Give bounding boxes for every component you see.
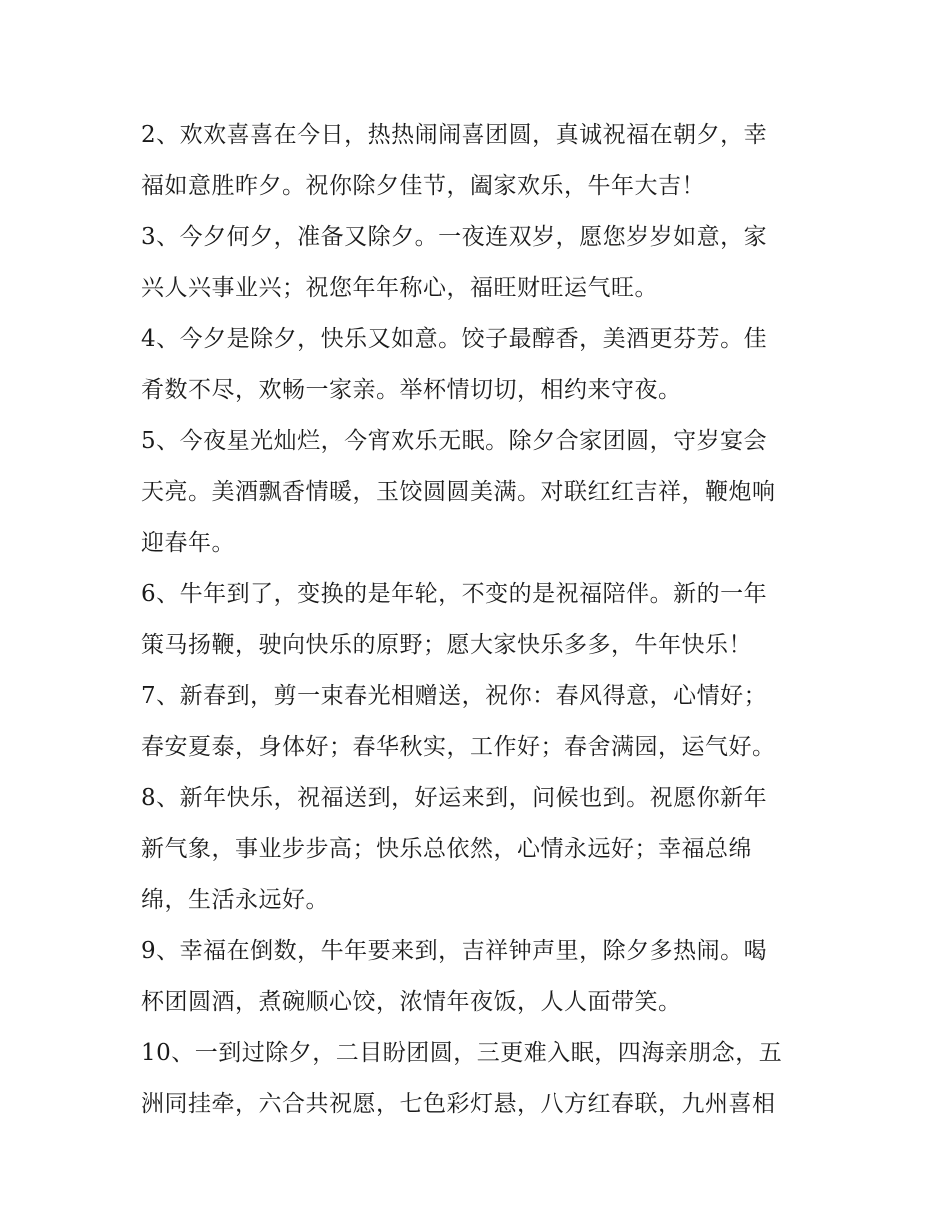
text-line: 天亮。美酒飘香情暖，玉饺圆圆美满。对联红红吉祥，鞭炮响: [141, 479, 776, 505]
text-line: 绵，生活永远好。: [141, 887, 329, 913]
text-line: 策马扬鞭，驶向快乐的原野；愿大家快乐多多，牛年快乐！: [141, 632, 752, 658]
text-line: 7、新春到，剪一束春光相赠送，祝你：春风得意，心情好；: [141, 683, 768, 709]
text-line: 杯团圆酒，煮碗顺心饺，浓情年夜饭，人人面带笑。: [141, 989, 682, 1015]
text-line: 福如意胜昨夕。祝你除夕佳节，阖家欢乐，牛年大吉！: [141, 173, 705, 199]
text-line: 洲同挂牵，六合共祝愿，七色彩灯悬，八方红春联，九州喜相: [141, 1091, 776, 1117]
text-line: 4、今夕是除夕，快乐又如意。饺子最醇香，美酒更芬芳。佳: [141, 326, 768, 352]
text-line: 5、今夜星光灿烂，今宵欢乐无眠。除夕合家团圆，守岁宴会: [141, 428, 768, 454]
document-body: [141, 110, 813, 1130]
text-line: 6、牛年到了，变换的是年轮，不变的是祝福陪伴。新的一年: [141, 581, 768, 607]
text-line: 2、欢欢喜喜在今日，热热闹闹喜团圆，真诚祝福在朝夕，幸: [141, 122, 768, 148]
text-line: 春安夏泰，身体好；春华秋实，工作好；春舍满园，运气好。: [141, 734, 776, 760]
text-line: 8、新年快乐，祝福送到，好运来到，问候也到。祝愿你新年: [141, 785, 768, 811]
text-line: 10、一到过除夕，二目盼团圆，三更难入眠，四海亲朋念，五: [141, 1040, 783, 1066]
text-line: 兴人兴事业兴；祝您年年称心，福旺财旺运气旺。: [141, 275, 658, 301]
text-line: 3、今夕何夕，准备又除夕。一夜连双岁，愿您岁岁如意，家: [141, 224, 768, 250]
text-line: 新气象，事业步步高；快乐总依然，心情永远好；幸福总绵: [141, 836, 752, 862]
text-line: 肴数不尽，欢畅一家亲。举杯情切切，相约来守夜。: [141, 377, 682, 403]
text-line: 迎春年。: [141, 530, 235, 556]
text-line: 9、幸福在倒数，牛年要来到，吉祥钟声里，除夕多热闹。喝: [141, 938, 768, 964]
